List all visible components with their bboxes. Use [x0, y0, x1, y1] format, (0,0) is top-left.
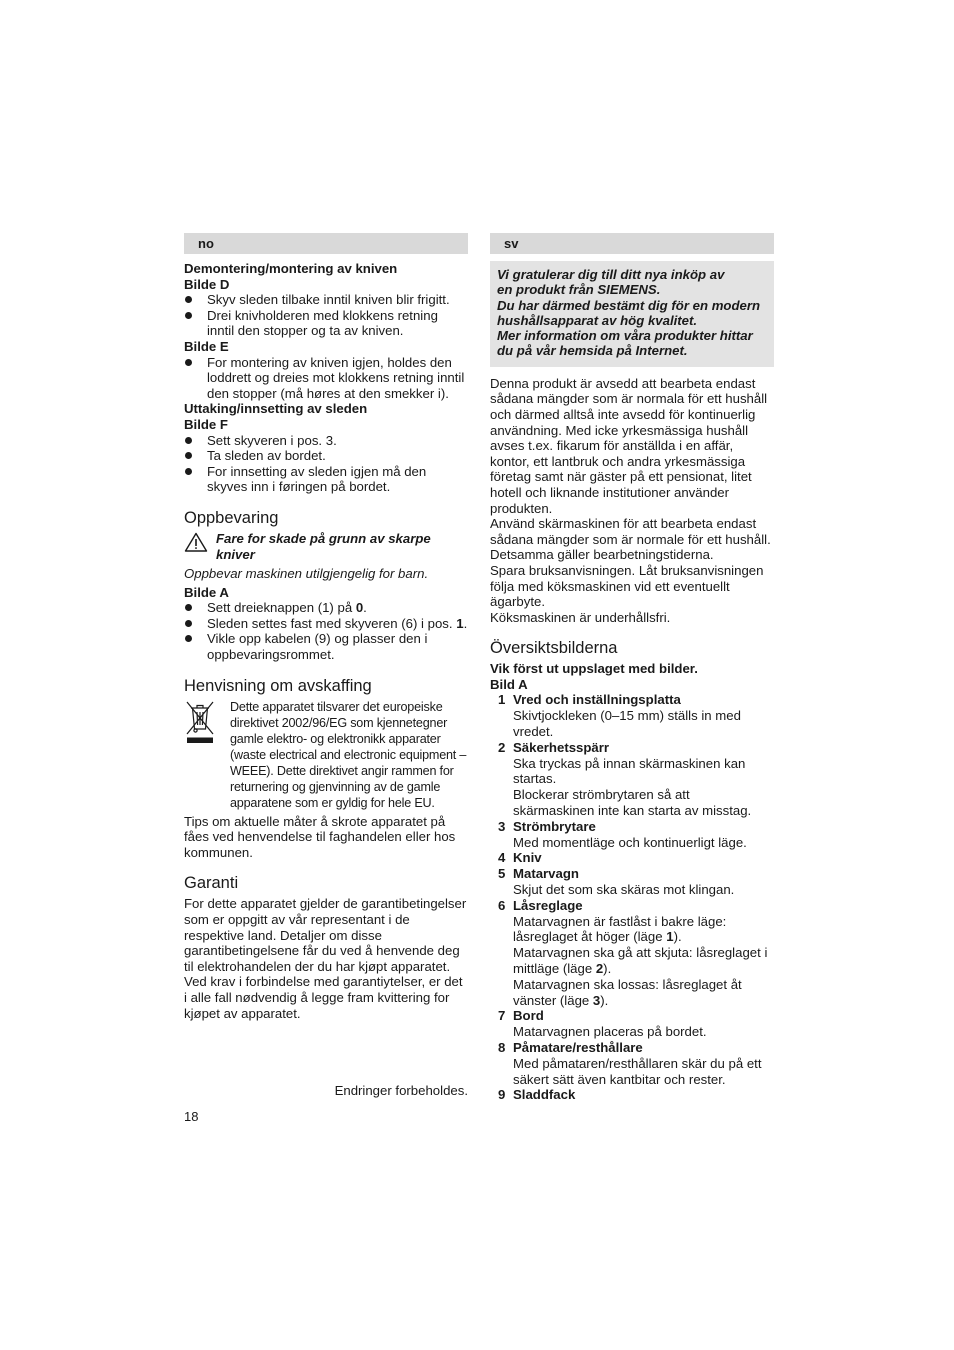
list-figure-d — [184, 292, 468, 339]
list-figure-f — [184, 433, 468, 495]
list-figure-a — [184, 600, 468, 662]
warning-block — [184, 531, 468, 562]
figure-label-a-sv: Bild A — [490, 676, 528, 692]
section-title-knife: Demontering/montering av kniven — [184, 261, 398, 276]
figure-label-f: Bilde F — [184, 416, 228, 432]
body-paragraph: Använd skärmaskinen för att bearbeta endast sådana mängder som är normale för ett hushåll. Detsamma gäller bearbetningstiderna. — [490, 516, 771, 563]
body-paragraph: Spara bruksanvisningen. Låt bruksanvisningen följa med köksmaskinen vid ett eventuellt ägarbyte. — [490, 562, 764, 610]
figure-label-a: Bilde A — [184, 584, 229, 600]
heading-henvisning: Henvisning om avskaffing — [184, 676, 372, 695]
list-figure-e — [184, 355, 468, 402]
left-column — [184, 233, 468, 1021]
fold-out-instruction: Vik först ut uppslaget med bilder. — [490, 661, 698, 677]
part-item: 1 Vred och inställningsplatta Skivtjockleken (0–15 mm) ställs in med vredet. — [498, 692, 741, 740]
warning-text: Fare for skade på grunn av skarpe kniver — [216, 530, 431, 562]
list-item: Vikle opp kabelen (9) og plasser den i oppbevaringsrommet. — [184, 631, 468, 662]
disposal-tips: Tips om aktuelle måter å skrote apparatet på fåes ved henvendelse til faghandelen eller hos kommunen. — [184, 813, 456, 860]
intro-line: hushållsapparat av hög kvalitet. — [497, 312, 698, 328]
part-item: 7 Bord Matarvagnen placeras på bordet. — [498, 1008, 707, 1040]
right-column — [490, 233, 774, 1103]
list-item: For montering av kniven igjen, holdes den loddrett og dreies mot klokkens retning inntil den stopper (må høres at den smekker i). — [184, 355, 468, 402]
language-bar-sv: sv — [490, 233, 774, 254]
changes-reserved-note: Endringer forbeholdes. — [334, 1083, 468, 1098]
part-item: 5 Matarvagn Skjut det som ska skäras mot klingan. — [498, 866, 735, 898]
warning-triangle-icon — [184, 532, 208, 552]
storage-note: Oppbevar maskinen utilgjengelig for barn. — [184, 566, 429, 582]
list-item: Ta sleden av bordet. — [184, 448, 468, 464]
intro-line: en produkt från SIEMENS. — [497, 282, 661, 298]
list-item: Skyv sleden tilbake inntil kniven blir frigitt. — [184, 292, 468, 308]
warranty-text: For dette apparatet gjelder de garantibetingelser som er oppgitt av vår representant i de respektive land. Detaljer om disse garantibetingelsene får du ved å henvende deg til elektrohandelen der du har kjøpt apparatet. Ved krav i forbindelse med garantiytelser, er det i alle fall nødvendig å legge fram kvittering for kjøpet av apparatet. — [184, 896, 467, 1021]
intro-box — [490, 261, 774, 367]
page-number: 18 — [184, 1109, 199, 1124]
part-item: 6 Låsreglage Matarvagnen är fastlåst i bakre läge: låsreglaget åt höger (läge 1). Matarvagnen ska gå att skjuta: låsreglaget i mittläge (läge 2). Matarvagnen ska lossas: låsreglaget åt vänster (läge 3). — [498, 897, 768, 1008]
intro-line: Mer information om våra produkter hittar — [497, 328, 753, 344]
weee-block — [184, 699, 468, 811]
heading-oversikt: Översiktsbilderna — [490, 639, 618, 658]
list-item: Sett dreieknappen (1) på 0. — [184, 600, 468, 616]
body-paragraph: Köksmaskinen är underhållsfri. — [490, 609, 671, 625]
parts-list — [490, 692, 774, 1103]
part-item: 8 Påmatare/resthållare Med påmataren/resthållaren skär du på ett säkert sätt även kantbitar och rester. — [498, 1040, 762, 1087]
figure-label-d: Bilde D — [184, 276, 230, 292]
intro-line: du på vår hemsida på Internet. — [497, 343, 688, 359]
list-item: Sett skyveren i pos. 3. — [184, 433, 468, 449]
language-bar-no: no — [184, 233, 468, 254]
list-item: For innsetting av sleden igjen må den skyves inn i føringen på bordet. — [184, 464, 468, 495]
section-title-sled: Uttaking/innsetting av sleden — [184, 401, 368, 417]
part-item: 2 Säkerhetsspärr Ska tryckas på innan skärmaskinen kan startas. Blockerar strömbrytaren så att skärmaskinen inte kan starta av misstag. — [498, 739, 752, 819]
heading-oppbevaring: Oppbevaring — [184, 508, 279, 527]
list-item: Drei knivholderen med klokkens retning inntil den stopper og ta av kniven. — [184, 308, 468, 339]
crossed-bin-icon — [184, 699, 216, 745]
weee-text: Dette apparatet tilsvarer det europeiske direktivet 2002/96/EG som kjennetegner gamle elektro- og elektronikk apparater (waste electrical and electronic equipment – WEEE). Dette direktivet angir rammen for returnering og gjenvinning av de gamle apparatene som er gyldig for hele EU. — [230, 699, 467, 810]
part-item: 3 Strömbrytare Med momentläge och kontinuerligt läge. — [498, 818, 747, 850]
intro-line: Vi gratulerar dig till ditt nya inköp av — [497, 267, 725, 282]
list-item: Sleden settes fast med skyveren (6) i pos. 1. — [184, 616, 468, 632]
figure-label-e: Bilde E — [184, 338, 229, 354]
intro-line: Du har därmed bestämt dig för en modern — [497, 297, 761, 313]
body-paragraph: Denna produkt är avsedd att bearbeta endast sådana mängder som är normala för ett hushåll och därmed alltså inte avsedd för kontinuerlig användning. Med icke yrkesmässiga hushåll avses t.ex. fikarum för anställda i en affär, kontor, ett lantbruk och andra yrkesmässiga företag samt när gäster på ett pensionat, litet hotell och liknande institutioner använder produkten. — [490, 375, 768, 516]
heading-garanti: Garanti — [184, 874, 239, 893]
part-item: 9 Sladdfack — [498, 1087, 576, 1103]
part-item: 4 Kniv — [498, 850, 542, 866]
